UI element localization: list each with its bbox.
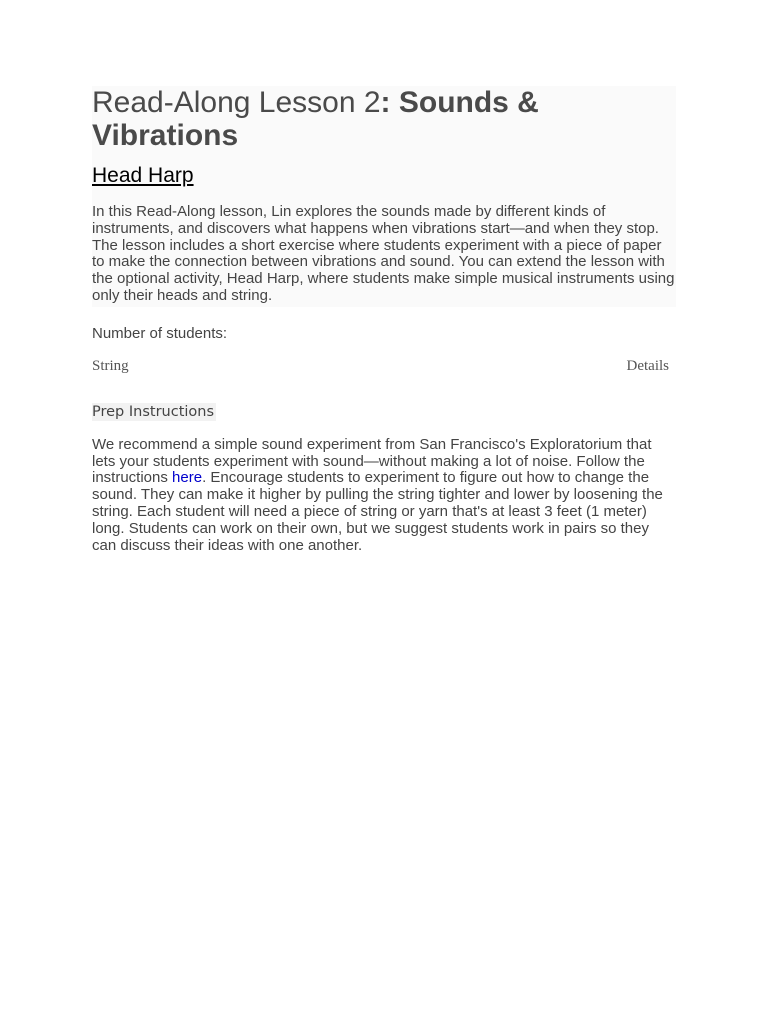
intro-paragraph: In this Read-Along lesson, Lin explores the sounds made by different kinds of instruments, and discovers what happens when vibrations start—and when they stop. The lesson includes a short exercise where students experiment with a piece of paper to make the connection between vibrations and sound. You can extend the lesson with the optional activity, Head Harp, where students make simple musical instruments using only their heads and string.	[92, 203, 675, 304]
material-details: Details	[626, 357, 669, 374]
number-of-students-label: Number of students:	[92, 324, 228, 342]
page-title	[92, 86, 676, 152]
material-item: String	[92, 357, 129, 374]
prep-instructions-paragraph	[92, 437, 676, 555]
materials-row	[92, 358, 669, 375]
instructions-link[interactable]: here	[172, 469, 203, 487]
prep-instructions-heading: Prep Instructions	[92, 403, 215, 420]
prep-text-end: . Encourage students to experiment to figure out how to change the sound. They can make it higher by pulling the string tighter and lower by loosening the string. Each student will need a piece of string or yarn that's at least 3 feet (1 meter) long. Students can work on their own, but we suggest students work in pairs so they can discuss their ideas with one another.	[92, 469, 663, 554]
title-bold-part: : Sounds & Vibrations	[92, 86, 539, 152]
activity-subtitle: Head Harp	[92, 164, 194, 187]
intro-block	[92, 86, 676, 307]
document-page	[92, 86, 676, 554]
title-regular-part: Read-Along Lesson 2	[92, 86, 381, 119]
prep-text-start: We recommend a simple sound experiment from San Francisco's Exploratorium that lets your students experiment with sound—without making a lot of noise. Follow the instructions	[92, 435, 652, 487]
